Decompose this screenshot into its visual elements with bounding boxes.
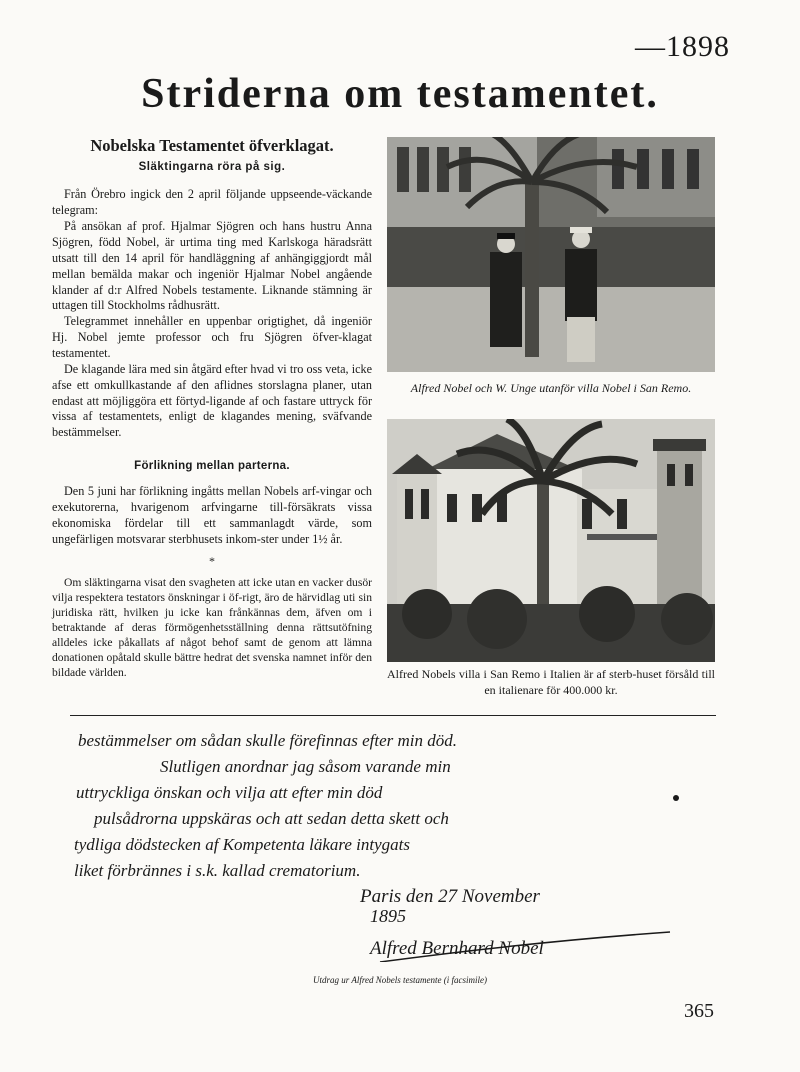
facsimile-signature: Alfred Bernhard Nobel <box>370 938 544 959</box>
facsimile-year: 1895 <box>370 906 406 926</box>
facsimile-caption: Utdrag ur Alfred Nobels testamente (i facsimile) <box>313 975 487 985</box>
article-paragraph: Om släktingarna visat den svagheten att icke utan en vacker dusör vilja respektera testators önskningar i öf-rigt, äro de härvidlag uti sin juridiska rätt, hvilken ju icke kan frånkännas dem, äfven om i betraktande af deras förmögenhetsställning denna rättsutöfning alldeles icke påkallats af något behof samt de genom att lämna donationen opåtald skulle bättre hedrat det svenska namnet inför den bildade världen. <box>52 576 372 680</box>
facsimile-line: bestämmelser om sådan skulle förefinnas efter min död. <box>78 731 457 750</box>
facsimile-line: Slutligen anordnar jag såsom varande min <box>160 757 451 776</box>
page-title: Striderna om testamentet. <box>141 71 659 117</box>
article-column <box>52 135 372 681</box>
article-paragraph: Den 5 juni har förlikning ingåtts mellan Nobels arf-vingar och exekutorerna, hvarigenom arfvingarne till-försäkrats vissa ekonomiska fördelar till ett sammanlagdt värde, som ungefärligen motsvarar sterbhusets inkom-ster under 1½ år. <box>52 484 372 546</box>
article-subhead: Släktingarna röra på sig. <box>138 161 286 174</box>
facsimile-line: tydliga dödstecken af Kompetenta läkare intygats <box>74 835 410 854</box>
facsimile-line: uttryckliga önskan och vilja att efter min död <box>76 783 383 802</box>
photo-caption: Alfred Nobels villa i San Remo i Italien är af sterb-huset försåld till en italienare för 400.000 kr. <box>387 667 715 697</box>
page-number: 365 <box>684 1000 714 1022</box>
article-paragraph: Telegrammet innehåller en uppenbar origtighet, då ingeniör Hj. Nobel jemte professor och fru Sjögren öfver-klagat testamentet. <box>52 314 372 360</box>
section-divider <box>70 715 716 716</box>
article-paragraph: På ansökan af prof. Hjalmar Sjögren och hans hustru Anna Sjögren, född Nobel, är urtima ting med Karlskoga häradsrätt utsatt till den 14 april för handläggning af anhängiggjordt mål mellan bemälda makar och ingeniör Hjalmar Nobel angående klander af d:r Alfred Nobels testamente. Liknande stämning är uttagen till Stockholms rådhusrätt. <box>52 219 372 313</box>
photo-villa-nobel <box>387 419 715 662</box>
facsimile-line: pulsådrorna uppskäras och att sedan detta skett och <box>94 809 449 828</box>
facsimile-line: liket förbrännes i s.k. kallad crematorium. <box>74 861 361 880</box>
testament-facsimile <box>70 722 716 962</box>
section-heading: Förlikning mellan parterna. <box>134 460 290 473</box>
article-paragraph: De klagande lära med sin åtgärd efter hvad vi tro oss veta, icke afse ett omkullkastande af den aflidnes storslagna planer, utan endast att möjliggöra ett förtyd-ligande af och fastare uttryck för vissa af testamentets, enligt de klagandes mening, sväfvande bestämmelser. <box>52 361 372 440</box>
section-divider-star: * <box>209 553 215 568</box>
article-headline: Nobelska Testamentet öfverklagat. <box>90 136 334 155</box>
photo-nobel-and-unge <box>387 137 715 372</box>
article-paragraph: Från Örebro ingick den 2 april följande uppseende-väckande telegram: <box>52 187 372 218</box>
photo-caption: Alfred Nobel och W. Unge utanför villa Nobel i San Remo. <box>410 381 692 395</box>
year-header: —1898 <box>635 30 730 63</box>
facsimile-date: Paris den 27 November <box>360 886 540 907</box>
